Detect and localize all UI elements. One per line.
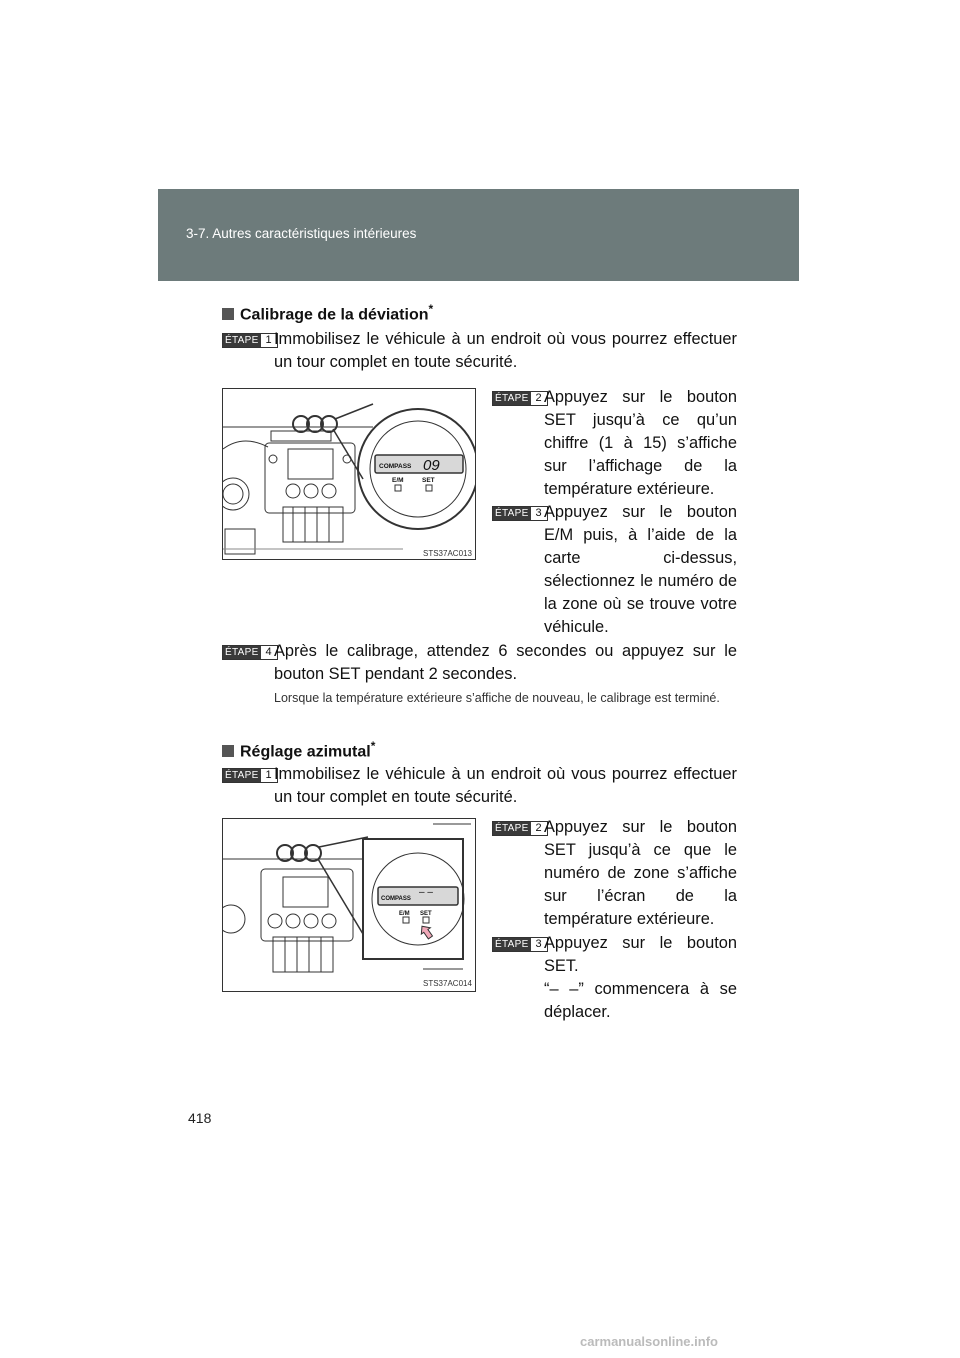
deviation-step3-text: Appuyez sur le bouton E/M puis, à l’aide de la carte ci-dessus, sélectionnez le numéro de la zone où se trouve votre véhicule. bbox=[544, 503, 737, 636]
azimuth-step3-detail: “– –” commencera à se déplacer. bbox=[544, 980, 737, 1021]
dashboard-illustration bbox=[223, 819, 475, 991]
deviation-step1-text: Immobilisez le véhicule à un endroit où vous pourrez effectuer un tour complet en toute sécurité. bbox=[274, 330, 737, 371]
display-value: – – bbox=[419, 887, 433, 898]
step-badge: ÉTAPE 4 bbox=[222, 645, 278, 660]
azimuth-step2-text: Appuyez sur le bouton SET jusqu’à ce que le numéro de zone s’affiche sur l’écran de la température extérieure. bbox=[544, 818, 737, 928]
step-badge: ÉTAPE 2 bbox=[492, 821, 548, 836]
display-label: COMPASS bbox=[379, 463, 412, 470]
press-arrow-icon bbox=[418, 923, 435, 941]
step-badge: ÉTAPE 3 bbox=[492, 506, 548, 521]
deviation-step2-text: Appuyez sur le bouton SET jusqu’à ce qu’un chiffre (1 à 15) s’affiche sur l’affichage de la température extérieure. bbox=[544, 388, 737, 498]
step-badge: ÉTAPE 1 bbox=[222, 333, 278, 348]
figure-code: STS37AC014 bbox=[423, 979, 472, 988]
em-button-label: E/M bbox=[392, 477, 404, 484]
display-label: COMPASS bbox=[381, 896, 411, 902]
azimuth-step3-text: Appuyez sur le bouton SET. bbox=[544, 934, 737, 975]
figure-compass-set-button bbox=[222, 818, 476, 992]
section-title: 3-7. Autres caractéristiques intérieures bbox=[186, 226, 417, 241]
dashboard-illustration bbox=[223, 389, 475, 559]
set-button-label: SET bbox=[422, 477, 435, 484]
step-badge: ÉTAPE 2 bbox=[492, 391, 548, 406]
step-badge: ÉTAPE 3 bbox=[492, 937, 548, 952]
square-bullet-icon bbox=[222, 308, 234, 320]
figure-compass-display bbox=[222, 388, 476, 560]
display-value: 09 bbox=[423, 457, 440, 474]
em-button-label: E/M bbox=[399, 911, 410, 917]
section-header bbox=[158, 189, 799, 281]
step-badge: ÉTAPE 1 bbox=[222, 768, 278, 783]
square-bullet-icon bbox=[222, 745, 234, 757]
calibration-note: Lorsque la température extérieure s’affiche de nouveau, le calibrage est terminé. bbox=[274, 691, 720, 705]
page-number: 418 bbox=[188, 1110, 212, 1126]
figure-code: STS37AC013 bbox=[423, 549, 472, 558]
watermark-footer: carmanualsonline.info bbox=[580, 1334, 718, 1349]
deviation-step4-text: Après le calibrage, attendez 6 secondes ou appuyez sur le bouton SET pendant 2 secondes. bbox=[274, 642, 737, 683]
heading-deviation-calibration: Calibrage de la déviation* bbox=[222, 302, 433, 324]
set-button-label: SET bbox=[420, 911, 432, 917]
azimuth-step1-text: Immobilisez le véhicule à un endroit où vous pourrez effectuer un tour complet en toute sécurité. bbox=[274, 765, 737, 806]
heading-azimuth-adjustment: Réglage azimutal* bbox=[222, 739, 375, 761]
